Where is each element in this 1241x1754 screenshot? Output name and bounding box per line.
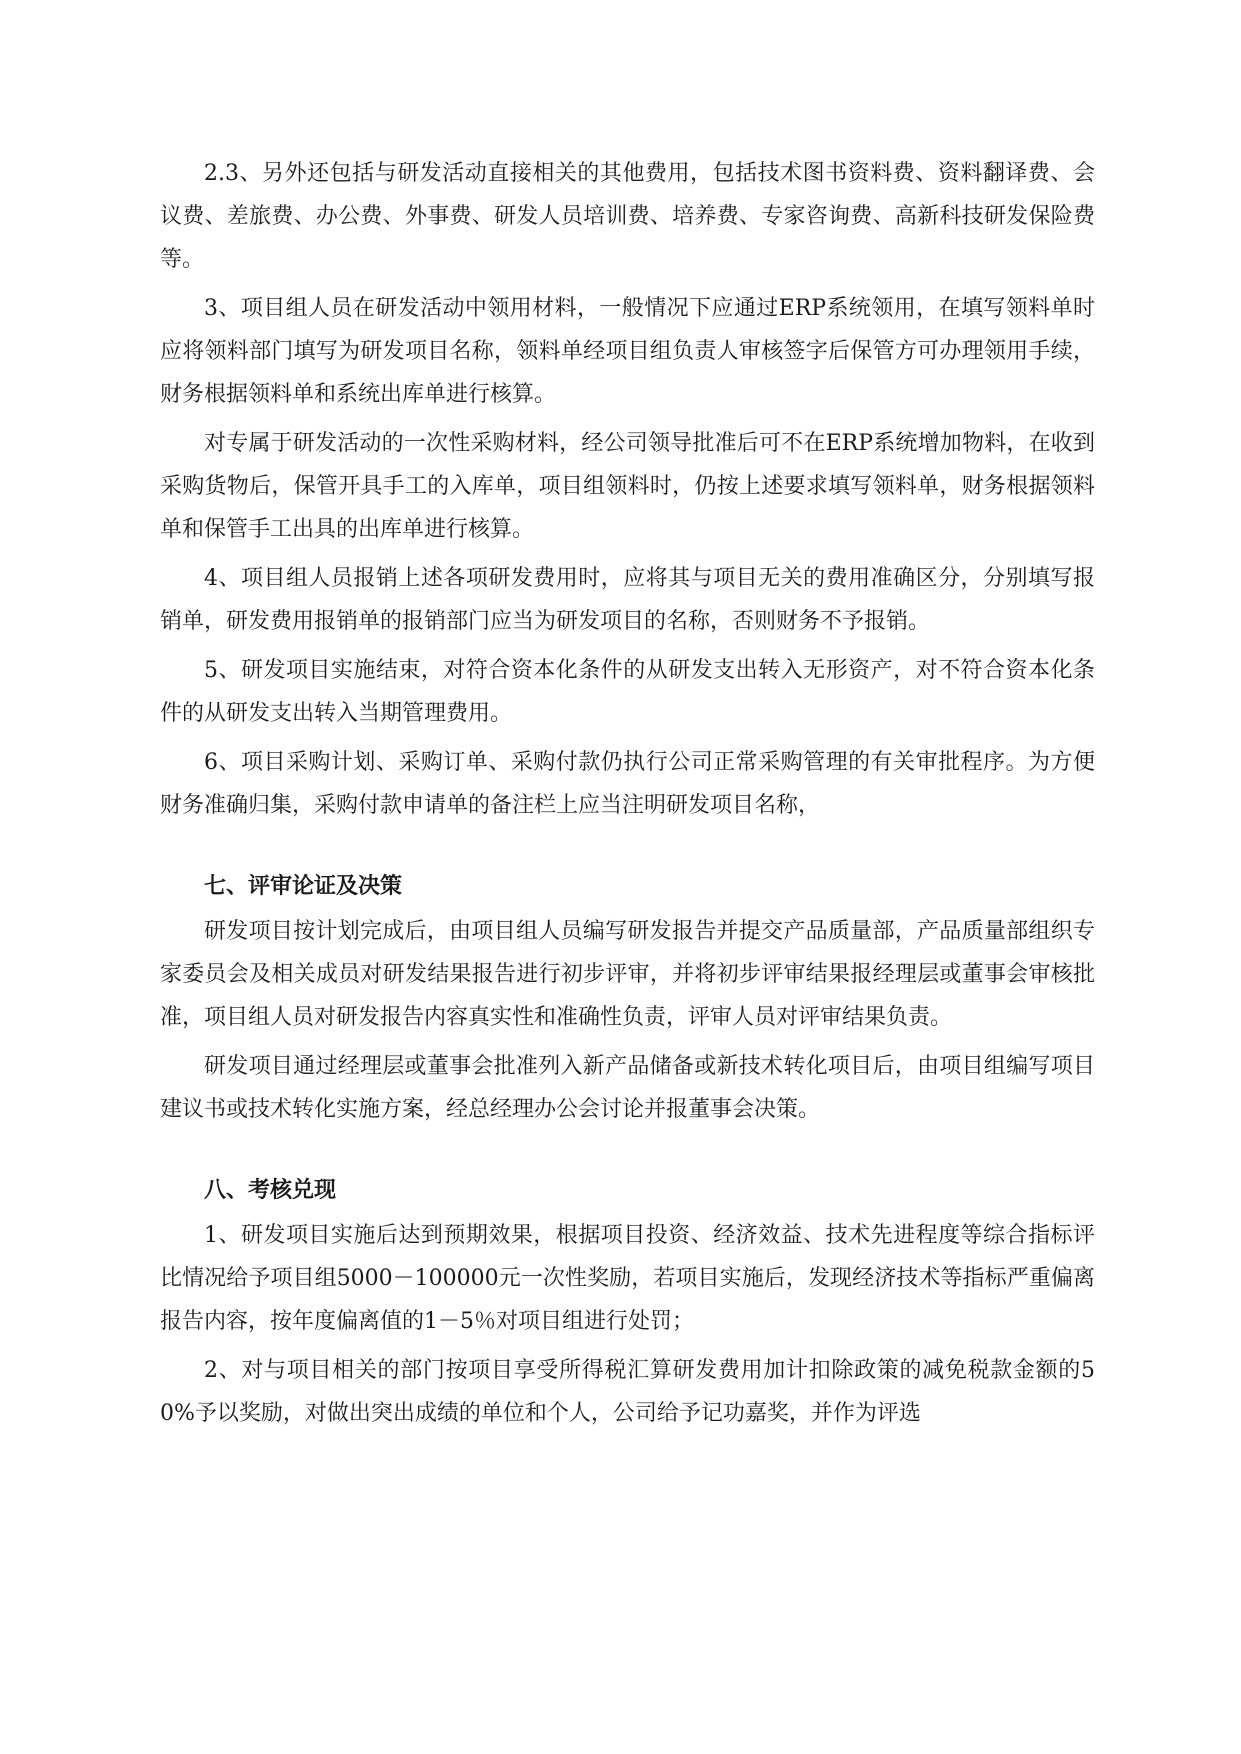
- section-8-paragraph-1: 1、研发项目实施后达到预期效果，根据项目投资、经济效益、技术先进程度等综合指标评比情况给予项目组5000－100000元一次性奖励，若项目实施后，发现经济技术等指标严重偏离报告内容，按年度偏离值的1－5％对项目组进行处罚；: [160, 1223, 1095, 1334]
- section-8-heading: 八、考核兑现: [204, 1177, 337, 1203]
- paragraph-3: 3、项目组人员在研发活动中领用材料，一般情况下应通过ERP系统领用，在填写领料单时应将领料部门填写为研发项目名称，领料单经项目组负责人审核签字后保管方可办理领用手续，财务根据领料单和系统出库单进行核算。: [160, 296, 1095, 407]
- paragraph-4: 4、项目组人员报销上述各项研发费用时，应将其与项目无关的费用准确区分，分别填写报销单，研发费用报销单的报销部门应当为研发项目的名称，否则财务不予报销。: [160, 566, 1095, 634]
- paragraph-6: 6、项目采购计划、采购订单、采购付款仍执行公司正常采购管理的有关审批程序。为方便财务准确归集，采购付款申请单的备注栏上应当注明研发项目名称，: [160, 750, 1095, 818]
- paragraph-5: 5、研发项目实施结束，对符合资本化条件的从研发支出转入无形资产，对不符合资本化条件的从研发支出转入当期管理费用。: [160, 658, 1095, 726]
- paragraph-3-supplement: 对专属于研发活动的一次性采购材料，经公司领导批准后可不在ERP系统增加物料，在收到采购货物后，保管开具手工的入库单，项目组领料时，仍按上述要求填写领料单，财务根据领料单和保管手工出具的出库单进行核算。: [160, 431, 1095, 542]
- section-8-paragraph-2: 2、对与项目相关的部门按项目享受所得税汇算研发费用加计扣除政策的减免税款金额的50%予以奖励，对做出突出成绩的单位和个人，公司给予记功嘉奖，并作为评选: [160, 1358, 1095, 1426]
- section-7-paragraph-1: 研发项目按计划完成后，由项目组人员编写研发报告并提交产品质量部，产品质量部组织专家委员会及相关成员对研发结果报告进行初步评审，并将初步评审结果报经理层或董事会审核批准，项目组人员对研发报告内容真实性和准确性负责，评审人员对评审结果负责。: [160, 919, 1095, 1030]
- section-7-heading: 七、评审论证及决策: [204, 873, 403, 899]
- paragraph-2-3: 2.3、另外还包括与研发活动直接相关的其他费用，包括技术图书资料费、资料翻译费、会议费、差旅费、办公费、外事费、研发人员培训费、培养费、专家咨询费、高新科技研发保险费等。: [160, 161, 1095, 272]
- document-page: [160, 152, 1095, 1435]
- section-7-paragraph-2: 研发项目通过经理层或董事会批准列入新产品储备或新技术转化项目后，由项目组编写项目建议书或技术转化实施方案，经总经理办公会讨论并报董事会决策。: [160, 1054, 1095, 1122]
